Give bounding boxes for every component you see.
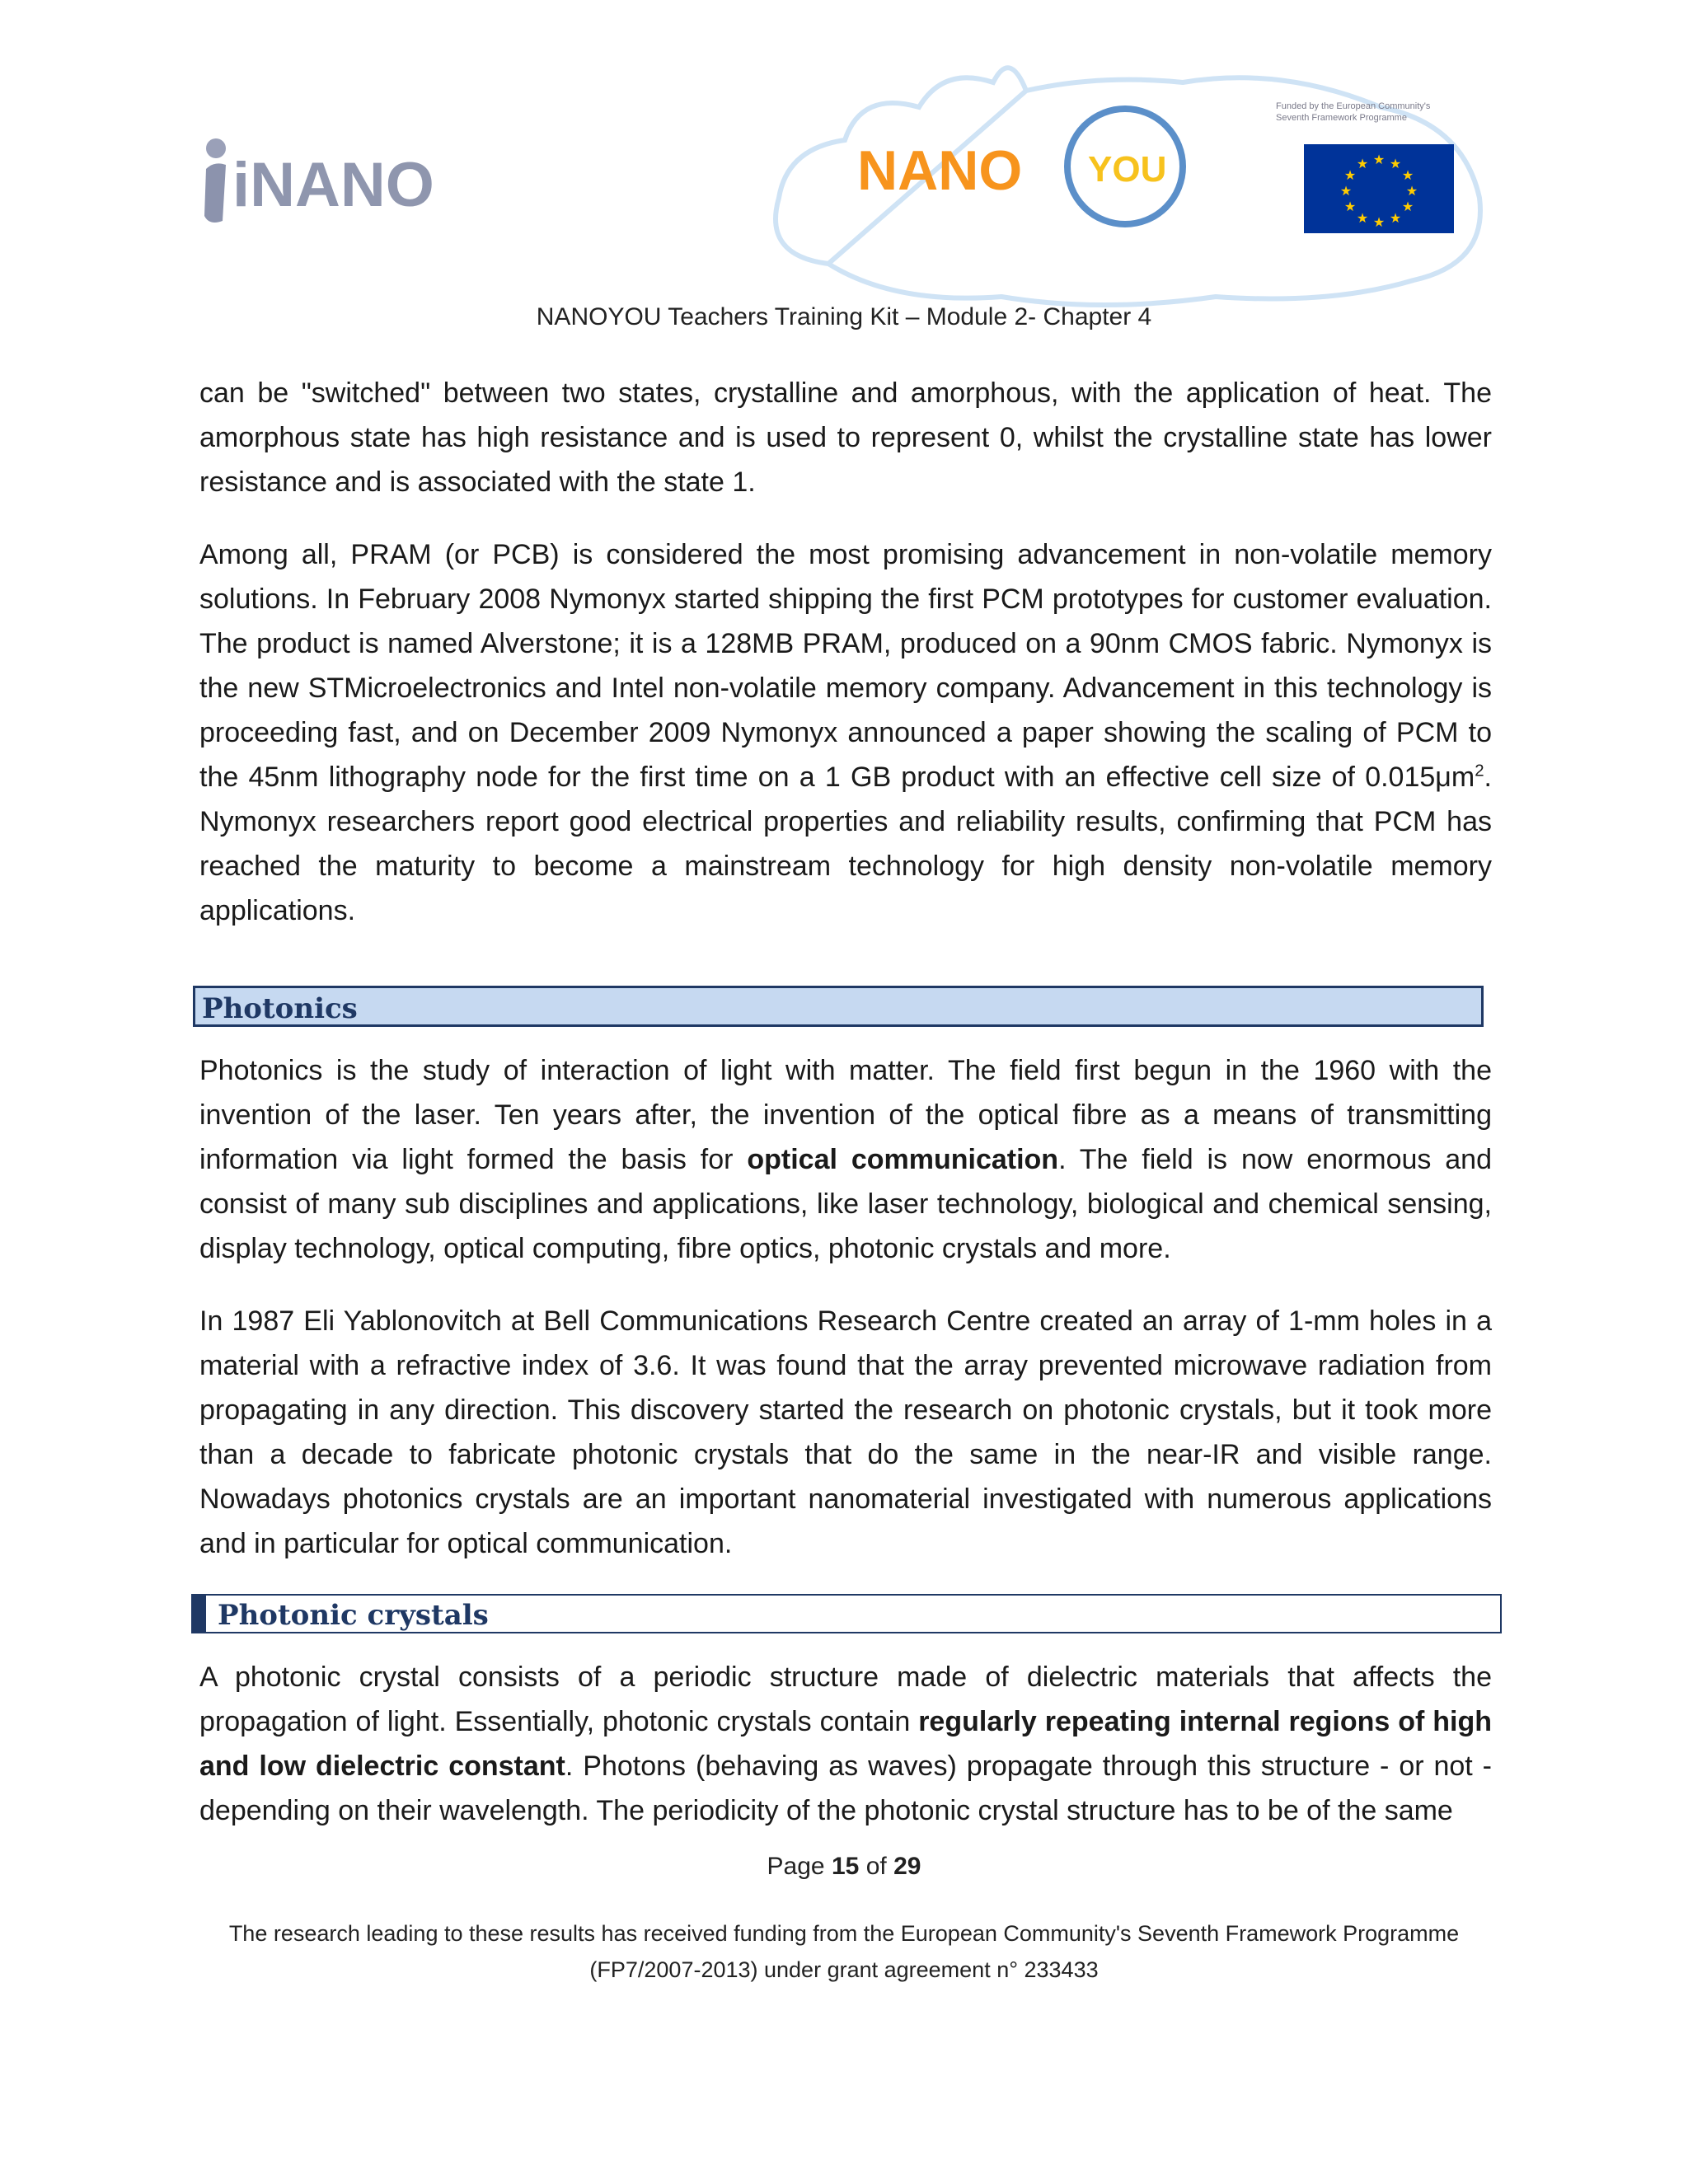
svg-text:★: ★ <box>1356 156 1369 171</box>
page-number <box>0 1853 1688 1881</box>
nanoyou-logo-text: NANO <box>857 139 1023 202</box>
svg-text:★: ★ <box>1356 210 1369 226</box>
svg-text:★: ★ <box>1401 199 1414 214</box>
svg-text:★: ★ <box>1343 167 1357 183</box>
svg-text:★: ★ <box>1389 210 1402 226</box>
page-header <box>0 0 1688 346</box>
document-body <box>199 371 1492 1861</box>
nanoyou-logo <box>857 99 1269 239</box>
paragraph-photonic-crystals <box>199 1655 1492 1833</box>
eu-caption-line2: Seventh Framework Programme <box>1276 113 1407 123</box>
paragraph-pram-text: Among all, PRAM (or PCB) is considered the most promising advancement in non-volatile memory solutions. In February 2008 Nymonyx started shipping the first PCM prototypes for customer evaluation. The product is named Alverstone; it is a 128MB PRAM, produced on a 90nm CMOS fabric. Nymonyx is the new STMicroelectronics and Intel non-volatile memory company. Advancement in this technology is proceeding fast, and on December 2009 Nymonyx announced a paper showing the scaling of PCM to the 45nm lithography node for the first time on a 1 GB product with an effective cell size of 0.015μm <box>199 539 1492 793</box>
photonics-intro-bold: optical communication <box>747 1144 1059 1175</box>
eu-caption-line1: Funded by the European Community's <box>1276 101 1431 111</box>
svg-text:★: ★ <box>1372 152 1386 167</box>
svg-text:★: ★ <box>1343 199 1357 214</box>
crystals-text-b: . Photons (behaving as waves) propagate through this structure - or not - depending on their wavelength. The periodicity of the photonic crystal structure has to be of the same <box>199 1750 1492 1826</box>
paragraph-pram-advancement <box>199 532 1492 933</box>
page-label: Page <box>767 1853 825 1880</box>
svg-text:★: ★ <box>1405 183 1418 199</box>
page-total: 29 <box>893 1853 921 1880</box>
svg-text:★: ★ <box>1372 214 1386 230</box>
photonics-intro-b: . The field is now enormous and consist of many sub disciplines and applications, like laser technology, biological and chemical sensing, display technology, optical computing, fibre optics, photonic crystals and more. <box>199 1144 1492 1264</box>
svg-text:★: ★ <box>1401 167 1414 183</box>
superscript-2: 2 <box>1475 762 1484 780</box>
nanoyou-logo-you: YOU <box>1088 149 1167 190</box>
page-current: 15 <box>831 1853 860 1880</box>
photonics-intro-a: Photonics is the study of interaction of light with matter. The field first begun in the 1960 with the invention of the laser. Ten years after, the invention of the optical fibre as a means of transmitting information via light formed the basis for <box>199 1055 1492 1175</box>
section-heading-photonics: Photonics <box>193 986 1484 1027</box>
svg-text:★: ★ <box>1389 156 1402 171</box>
running-header: NANOYOU Teachers Training Kit – Module 2- Chapter 4 <box>536 303 1152 330</box>
paragraph-pram-states: can be "switched" between two states, crystalline and amorphous, with the application of heat. The amorphous state has high resistance and is used to represent 0, whilst the crystalline state has lower resistance and is associated with the state 1. <box>199 377 1492 498</box>
crystals-text-bold: regularly repeating internal regions of high and low dielectric constant <box>199 1706 1492 1782</box>
subsection-heading-photonic-crystals: Photonic crystals <box>191 1594 1502 1633</box>
svg-text:★: ★ <box>1339 183 1353 199</box>
footer-line1: The research leading to these results has received funding from the European Community's Seventh Framework Programme <box>228 1921 1460 1946</box>
eu-flag-icon <box>1304 144 1454 233</box>
footer-line2: (FP7/2007-2013) under grant agreement n° 233433 <box>589 1957 1099 1982</box>
funding-footer <box>0 1915 1688 1988</box>
inano-logo-text: iNANO <box>232 150 434 220</box>
eu-funding-caption <box>1276 101 1465 124</box>
page-of: of <box>865 1853 887 1880</box>
inano-logo <box>198 124 462 231</box>
paragraph-pram-tail: . Nymonyx researchers report good electrical properties and reliability results, confirming that PCM has reached the maturity to become a mainstream technology for high density non-volatile memory applications. <box>199 762 1492 926</box>
paragraph-photonics-intro <box>199 1048 1492 1271</box>
paragraph-yablonovitch: In 1987 Eli Yablonovitch at Bell Communications Research Centre created an array of 1-mm holes in a material with a refractive index of 3.6. It was found that the array prevented microwave radiation from propagating in any direction. This discovery started the research on photonic crystals, but it took more than a decade to fabricate photonic crystals that do the same in the near-IR and visible range. Nowadays photonics crystals are an important nanomaterial investigated with numerous applications and in particular for optical communication. <box>199 1305 1492 1559</box>
crystals-text-a: A photonic crystal consists of a periodic structure made of dielectric materials that affects the propagation of light. Essentially, photonic crystals contain <box>199 1661 1492 1737</box>
